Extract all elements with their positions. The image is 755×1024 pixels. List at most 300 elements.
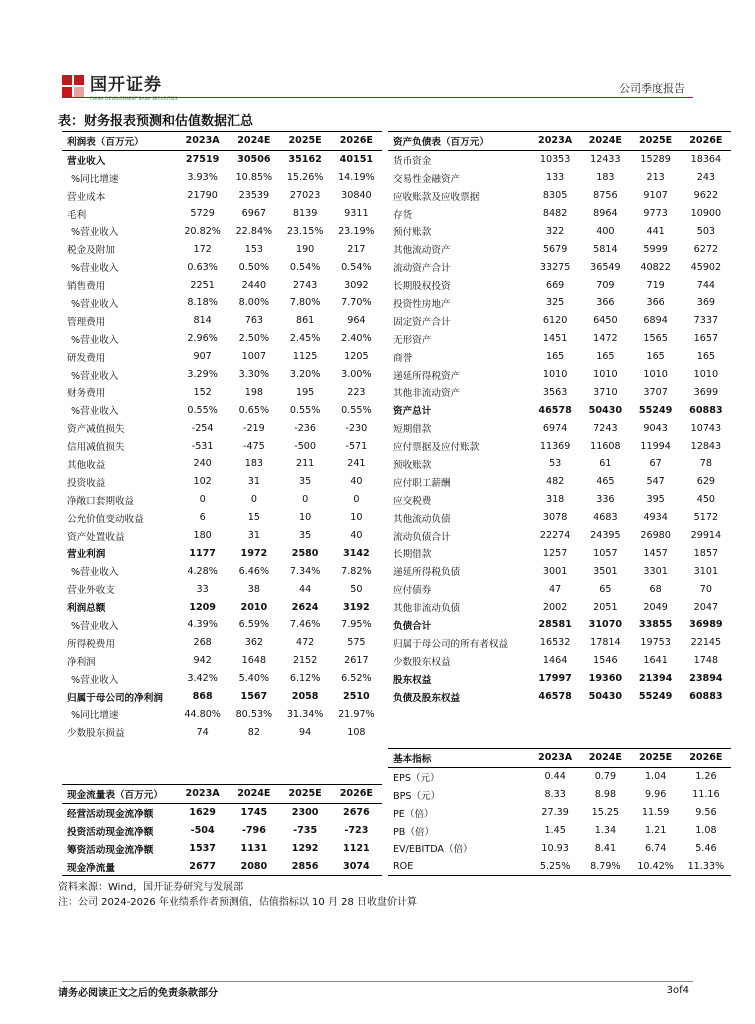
table-row bbox=[388, 169, 731, 187]
value-cell: 1537 bbox=[189, 843, 216, 855]
table-row bbox=[62, 258, 382, 276]
value-cell: 5.40% bbox=[238, 673, 270, 685]
value-cell: 152 bbox=[193, 386, 212, 398]
value-cell: -500 bbox=[294, 440, 317, 452]
value-cell: 10.93 bbox=[541, 842, 569, 854]
table-row bbox=[62, 491, 382, 509]
value-cell: 1648 bbox=[241, 655, 267, 667]
table-row bbox=[62, 366, 382, 384]
value-cell: 1.45 bbox=[544, 825, 566, 836]
value-cell: 5172 bbox=[693, 512, 719, 524]
value-cell: 22274 bbox=[539, 530, 571, 542]
value-cell: 669 bbox=[545, 279, 565, 291]
value-cell: 1567 bbox=[240, 691, 268, 703]
value-cell: 28581 bbox=[538, 619, 572, 631]
table-row bbox=[62, 473, 382, 491]
value-cell: 11994 bbox=[640, 440, 671, 452]
value-cell: 7.95% bbox=[341, 619, 372, 631]
row-label: 经营活动现金流净额 bbox=[67, 808, 154, 820]
value-cell: 12433 bbox=[590, 154, 621, 166]
value-cell: 5814 bbox=[593, 243, 618, 255]
value-cell: 38 bbox=[247, 583, 260, 595]
value-cell: 8305 bbox=[542, 190, 568, 202]
value-cell: 575 bbox=[347, 637, 366, 649]
row-label: 货币资金 bbox=[393, 155, 432, 167]
value-cell: 60883 bbox=[689, 404, 723, 416]
value-cell: 709 bbox=[596, 279, 615, 291]
value-cell: 165 bbox=[545, 351, 565, 363]
value-cell: 40822 bbox=[640, 261, 671, 273]
table-row bbox=[62, 706, 382, 724]
value-cell: 3142 bbox=[343, 547, 370, 559]
value-cell: 67 bbox=[649, 458, 662, 470]
value-cell: 0.79 bbox=[594, 771, 617, 783]
value-cell: 8.41 bbox=[594, 842, 617, 854]
value-cell: 3192 bbox=[343, 601, 370, 613]
value-cell: 1451 bbox=[542, 333, 568, 345]
value-cell: 6272 bbox=[693, 243, 719, 255]
value-cell: 942 bbox=[193, 655, 212, 667]
value-cell: 24395 bbox=[590, 530, 621, 542]
year-header-cell: 2023A bbox=[530, 749, 580, 768]
row-label: 所得税费用 bbox=[67, 638, 115, 650]
value-cell: 3301 bbox=[643, 565, 668, 577]
value-cell: 217 bbox=[347, 243, 366, 255]
value-cell: 6.52% bbox=[341, 673, 372, 685]
value-cell: 814 bbox=[193, 315, 212, 327]
value-cell: -571 bbox=[345, 440, 368, 452]
value-cell: 744 bbox=[696, 279, 716, 291]
value-cell: 22.84% bbox=[235, 225, 273, 237]
value-cell: 325 bbox=[545, 297, 565, 309]
value-cell: 3.00% bbox=[341, 369, 372, 381]
page-title: 表：财务报表预测和估值数据汇总 bbox=[58, 114, 254, 129]
value-cell: 36549 bbox=[590, 261, 621, 273]
value-cell: 1748 bbox=[693, 655, 719, 667]
value-cell: 2510 bbox=[343, 691, 370, 703]
value-cell: 3.20% bbox=[289, 369, 321, 381]
value-cell: 2049 bbox=[643, 601, 668, 613]
value-cell: 3001 bbox=[542, 565, 568, 577]
row-label: 短期借款 bbox=[393, 424, 432, 436]
row-label: 归属于母公司的所有者权益 bbox=[393, 638, 509, 650]
table-row bbox=[62, 276, 382, 294]
value-cell: 180 bbox=[193, 530, 212, 542]
value-cell: 61 bbox=[599, 458, 612, 470]
value-cell: 7.80% bbox=[289, 297, 321, 309]
row-label: ROE bbox=[388, 857, 530, 875]
logo-english-name: CHINA DEVELOPMENT BANK SECURITIES bbox=[90, 96, 178, 101]
table-row bbox=[388, 839, 731, 857]
row-label: EV/EBITDA（倍） bbox=[393, 844, 473, 856]
value-cell: 241 bbox=[347, 458, 366, 470]
table-row bbox=[62, 858, 382, 876]
value-cell: 223 bbox=[347, 386, 366, 398]
value-cell: 190 bbox=[295, 243, 315, 255]
table-row bbox=[62, 840, 382, 858]
value-cell: 30840 bbox=[341, 190, 372, 202]
row-label: 递延所得税资产 bbox=[393, 370, 461, 382]
table-row bbox=[62, 348, 382, 366]
cash-flow-table bbox=[62, 784, 382, 876]
row-label: 预收账款 bbox=[393, 459, 432, 471]
row-label: 股东权益 bbox=[393, 674, 432, 686]
value-cell: 322 bbox=[545, 225, 565, 237]
table-row bbox=[62, 580, 382, 598]
value-cell: 1121 bbox=[343, 843, 370, 855]
value-cell: 3074 bbox=[331, 858, 382, 876]
value-cell: 45902 bbox=[690, 261, 722, 273]
row-label: %营业收入 bbox=[71, 567, 119, 579]
value-cell: 33275 bbox=[539, 261, 571, 273]
value-cell: 369 bbox=[696, 297, 716, 309]
value-cell: 46578 bbox=[538, 691, 572, 703]
table-row bbox=[388, 276, 731, 294]
table-row bbox=[388, 401, 731, 419]
table-row bbox=[62, 509, 382, 527]
value-cell: 14.19% bbox=[338, 172, 375, 184]
value-cell: 2676 bbox=[343, 807, 370, 819]
value-cell: 9311 bbox=[344, 208, 369, 219]
value-cell: 1010 bbox=[643, 369, 668, 381]
table-row bbox=[388, 509, 731, 527]
table-row bbox=[62, 598, 382, 616]
value-cell: 12843 bbox=[690, 440, 722, 452]
value-cell: 3.93% bbox=[187, 172, 218, 184]
value-cell: 31 bbox=[247, 530, 260, 542]
table-title-cell: 资产负债表（百万元） bbox=[388, 132, 530, 151]
row-label: 其他收益 bbox=[67, 459, 106, 471]
value-cell: 0.65% bbox=[238, 404, 270, 416]
value-cell: 19360 bbox=[588, 673, 623, 685]
table-row bbox=[388, 222, 731, 240]
table-row bbox=[62, 803, 382, 821]
table-row bbox=[62, 437, 382, 455]
value-cell: 629 bbox=[696, 476, 716, 488]
value-cell: 1.08 bbox=[695, 825, 717, 836]
value-cell: 9.96 bbox=[644, 789, 667, 801]
year-header-cell: 2026E bbox=[681, 749, 731, 768]
value-cell: -504 bbox=[190, 825, 215, 837]
value-cell: 868 bbox=[192, 691, 213, 703]
header-rule bbox=[62, 97, 693, 98]
table-row bbox=[388, 240, 731, 258]
value-cell: 8.98 bbox=[594, 789, 617, 801]
value-cell: 74 bbox=[196, 726, 209, 738]
value-cell: 5729 bbox=[190, 208, 215, 219]
value-cell: 68 bbox=[649, 583, 662, 595]
value-cell: 1.04 bbox=[644, 771, 667, 783]
table-row bbox=[388, 804, 731, 822]
table-row bbox=[388, 258, 731, 276]
year-header-cell: 2023A bbox=[177, 785, 228, 804]
table-row bbox=[388, 473, 731, 491]
value-cell: 4683 bbox=[593, 512, 618, 524]
data-source: 资料来源：Wind，国开证券研究与发展部 bbox=[58, 882, 244, 893]
row-label: 营业成本 bbox=[67, 191, 106, 203]
value-cell: 55249 bbox=[638, 404, 673, 416]
value-cell: 2010 bbox=[240, 601, 268, 613]
disclaimer: 请务必阅读正文之后的免责条款部分 bbox=[58, 988, 218, 999]
value-cell: 10900 bbox=[690, 208, 722, 219]
row-label: 负债合计 bbox=[393, 620, 432, 632]
value-cell: 243 bbox=[696, 172, 716, 184]
table-row bbox=[62, 419, 382, 437]
row-label: %营业收入 bbox=[71, 370, 119, 382]
row-label: %营业收入 bbox=[71, 674, 119, 686]
row-label: %营业收入 bbox=[71, 298, 119, 310]
row-label: 负债及股东权益 bbox=[393, 692, 461, 704]
value-cell: 9622 bbox=[693, 190, 719, 202]
value-cell: 40 bbox=[350, 476, 363, 488]
value-cell: 400 bbox=[596, 225, 615, 237]
row-label: %同比增速 bbox=[71, 173, 119, 185]
table-row bbox=[62, 527, 382, 545]
value-cell: 11608 bbox=[590, 440, 621, 452]
row-label: EPS（元） bbox=[393, 772, 440, 784]
row-label: PE（倍） bbox=[393, 808, 434, 820]
value-cell: 2051 bbox=[593, 601, 618, 613]
value-cell: 20.82% bbox=[184, 225, 221, 237]
table-row bbox=[388, 187, 731, 205]
value-cell: 10 bbox=[299, 512, 312, 524]
value-cell: 2617 bbox=[344, 655, 369, 667]
value-cell: 482 bbox=[545, 476, 565, 488]
value-cell: 0 bbox=[199, 494, 206, 506]
value-cell: 0.54% bbox=[341, 261, 372, 273]
row-label: %营业收入 bbox=[71, 620, 119, 632]
row-label: %营业收入 bbox=[71, 227, 119, 239]
value-cell: 6450 bbox=[593, 315, 618, 327]
value-cell: 2624 bbox=[291, 601, 319, 613]
year-header-cell: 2024E bbox=[580, 132, 630, 151]
table-row bbox=[62, 169, 382, 187]
row-label: 流动资产合计 bbox=[393, 263, 451, 275]
value-cell: -531 bbox=[191, 440, 214, 452]
value-cell: 465 bbox=[596, 476, 615, 488]
value-cell: 1.34 bbox=[594, 825, 617, 836]
table-row bbox=[388, 652, 731, 670]
value-cell: 2080 bbox=[228, 858, 279, 876]
row-label: 投资活动现金流净额 bbox=[67, 826, 154, 838]
value-cell: 7337 bbox=[693, 315, 719, 327]
value-cell: 11.59 bbox=[641, 807, 670, 819]
value-cell: 44.80% bbox=[184, 708, 221, 720]
value-cell: 3699 bbox=[693, 386, 719, 398]
value-cell: 15.25 bbox=[591, 807, 620, 819]
value-cell: 78 bbox=[699, 458, 712, 470]
value-cell: 183 bbox=[244, 458, 264, 470]
indicators-header-row bbox=[388, 749, 731, 768]
value-cell: 1010 bbox=[693, 369, 719, 381]
value-cell: 763 bbox=[244, 315, 264, 327]
table-row bbox=[388, 857, 731, 875]
value-cell: 10.42% bbox=[631, 857, 681, 875]
value-cell: 10353 bbox=[539, 154, 571, 166]
table-title-cell: 基本指标 bbox=[388, 749, 530, 768]
table-row bbox=[62, 562, 382, 580]
year-header-cell: 2024E bbox=[228, 132, 279, 151]
table-row bbox=[388, 348, 731, 366]
table-row bbox=[388, 767, 731, 785]
table-row bbox=[62, 652, 382, 670]
value-cell: 22145 bbox=[690, 637, 722, 649]
value-cell: 27.39 bbox=[541, 807, 569, 819]
value-cell: 4934 bbox=[643, 512, 668, 524]
value-cell: 8.00% bbox=[238, 297, 270, 309]
value-cell: 27519 bbox=[185, 154, 220, 166]
value-cell: 1010 bbox=[593, 369, 618, 381]
value-cell: 7243 bbox=[593, 422, 618, 434]
value-cell: 2580 bbox=[291, 547, 319, 559]
value-cell: 1464 bbox=[542, 655, 568, 667]
value-cell: 450 bbox=[696, 494, 716, 506]
balance-header-row bbox=[388, 132, 731, 151]
row-label: 净利润 bbox=[67, 656, 96, 668]
value-cell: 8482 bbox=[542, 208, 568, 219]
value-cell: 3563 bbox=[542, 386, 568, 398]
logo-mark-icon bbox=[62, 75, 84, 97]
value-cell: 10743 bbox=[690, 422, 722, 434]
value-cell: 2.40% bbox=[341, 333, 372, 345]
value-cell: 2251 bbox=[190, 279, 215, 291]
value-cell: 8756 bbox=[593, 190, 618, 202]
value-cell: 40151 bbox=[339, 154, 374, 166]
value-cell: 0.44 bbox=[544, 771, 566, 783]
value-cell: 1209 bbox=[189, 601, 216, 613]
row-label: 长期股权投资 bbox=[393, 281, 451, 293]
value-cell: 50 bbox=[350, 583, 363, 595]
table-row bbox=[388, 294, 731, 312]
value-cell: 60883 bbox=[689, 691, 723, 703]
table-row bbox=[62, 544, 382, 562]
value-cell: 94 bbox=[299, 726, 312, 738]
table-row bbox=[388, 419, 731, 437]
row-label: 财务费用 bbox=[67, 388, 106, 400]
value-cell: 1.21 bbox=[644, 825, 667, 836]
year-header-cell: 2025E bbox=[631, 132, 681, 151]
value-cell: 0 bbox=[353, 494, 360, 506]
basic-indicators bbox=[388, 748, 731, 876]
row-label: 净敞口套期收益 bbox=[67, 495, 135, 507]
row-label: 资产总计 bbox=[393, 406, 432, 418]
value-cell: 1565 bbox=[643, 333, 668, 345]
row-label: 递延所得税负债 bbox=[393, 567, 461, 579]
value-cell: 36989 bbox=[689, 619, 723, 631]
income-statement-table bbox=[62, 131, 382, 741]
value-cell: 6974 bbox=[542, 422, 568, 434]
value-cell: 35 bbox=[299, 530, 312, 542]
row-label: 应付债券 bbox=[393, 585, 432, 597]
value-cell: 6.59% bbox=[238, 619, 270, 631]
value-cell: 1010 bbox=[542, 369, 568, 381]
row-label: 其他流动资产 bbox=[393, 245, 451, 257]
year-header-cell: 2023A bbox=[530, 132, 580, 151]
row-label: 固定资产合计 bbox=[393, 316, 451, 328]
report-type: 公司季度报告 bbox=[619, 82, 685, 95]
value-cell: 3078 bbox=[542, 512, 568, 524]
value-cell: 21790 bbox=[187, 190, 218, 202]
value-cell: 27023 bbox=[289, 190, 321, 202]
value-cell: 1457 bbox=[643, 547, 668, 559]
value-cell: 1.26 bbox=[695, 771, 717, 783]
year-header-cell: 2026E bbox=[681, 132, 731, 151]
table-row bbox=[388, 366, 731, 384]
value-cell: 268 bbox=[193, 637, 212, 649]
value-cell: 213 bbox=[646, 172, 665, 184]
row-label: 应交税费 bbox=[393, 495, 432, 507]
row-label: 税金及附加 bbox=[67, 245, 115, 257]
value-cell: 2440 bbox=[241, 279, 267, 291]
cashflow-header-row bbox=[62, 785, 382, 804]
value-cell: -735 bbox=[293, 825, 318, 837]
row-label: 资产处置收益 bbox=[67, 531, 125, 543]
value-cell: 861 bbox=[295, 315, 315, 327]
table-row bbox=[62, 670, 382, 688]
value-cell: -723 bbox=[344, 825, 369, 837]
row-label: 应付票据及应付账款 bbox=[393, 442, 480, 454]
row-label: 公允价值变动收益 bbox=[67, 513, 144, 525]
row-label: 其他非流动负债 bbox=[393, 603, 461, 615]
value-cell: 17997 bbox=[538, 673, 572, 685]
value-cell: 472 bbox=[295, 637, 315, 649]
year-header-cell: 2025E bbox=[631, 749, 681, 768]
row-label: 销售费用 bbox=[67, 281, 106, 293]
value-cell: 2047 bbox=[693, 601, 719, 613]
value-cell: 195 bbox=[295, 386, 315, 398]
value-cell: -236 bbox=[294, 422, 317, 434]
year-header-cell: 2024E bbox=[228, 785, 279, 804]
page-number: 3of4 bbox=[666, 985, 689, 996]
value-cell: 23539 bbox=[238, 190, 270, 202]
value-cell: 964 bbox=[347, 315, 366, 327]
value-cell: 1745 bbox=[240, 807, 268, 819]
value-cell: 11.33% bbox=[681, 857, 731, 875]
table-row bbox=[388, 205, 731, 223]
table-row bbox=[62, 312, 382, 330]
table-row bbox=[62, 455, 382, 473]
value-cell: 6.46% bbox=[238, 565, 270, 577]
row-label: 归属于母公司的净利润 bbox=[67, 692, 163, 704]
value-cell: 30506 bbox=[237, 154, 271, 166]
balance-sheet-table bbox=[388, 131, 731, 706]
cash-flow-statement bbox=[62, 784, 382, 876]
value-cell: 23.19% bbox=[338, 225, 375, 237]
value-cell: 1546 bbox=[593, 655, 618, 667]
table-row bbox=[62, 205, 382, 223]
value-cell: 7.82% bbox=[341, 565, 372, 577]
row-label: 信用减值损失 bbox=[67, 442, 125, 454]
row-label: 毛利 bbox=[67, 209, 87, 221]
value-cell: 3710 bbox=[593, 386, 618, 398]
table-row bbox=[62, 294, 382, 312]
value-cell: 44 bbox=[299, 583, 312, 595]
value-cell: 5679 bbox=[542, 243, 568, 255]
value-cell: 31.34% bbox=[286, 708, 324, 720]
value-cell: 0.55% bbox=[341, 404, 372, 416]
value-cell: 8.33 bbox=[544, 789, 566, 801]
row-label: 营业利润 bbox=[67, 549, 106, 561]
value-cell: 362 bbox=[244, 637, 264, 649]
row-label: BPS（元） bbox=[393, 790, 441, 802]
value-cell: 23.15% bbox=[286, 225, 324, 237]
row-label: 少数股东损益 bbox=[67, 728, 125, 740]
value-cell: 0.55% bbox=[187, 404, 218, 416]
value-cell: 211 bbox=[295, 458, 315, 470]
table-row bbox=[62, 240, 382, 258]
value-cell: 33 bbox=[196, 583, 209, 595]
value-cell: 3501 bbox=[593, 565, 618, 577]
